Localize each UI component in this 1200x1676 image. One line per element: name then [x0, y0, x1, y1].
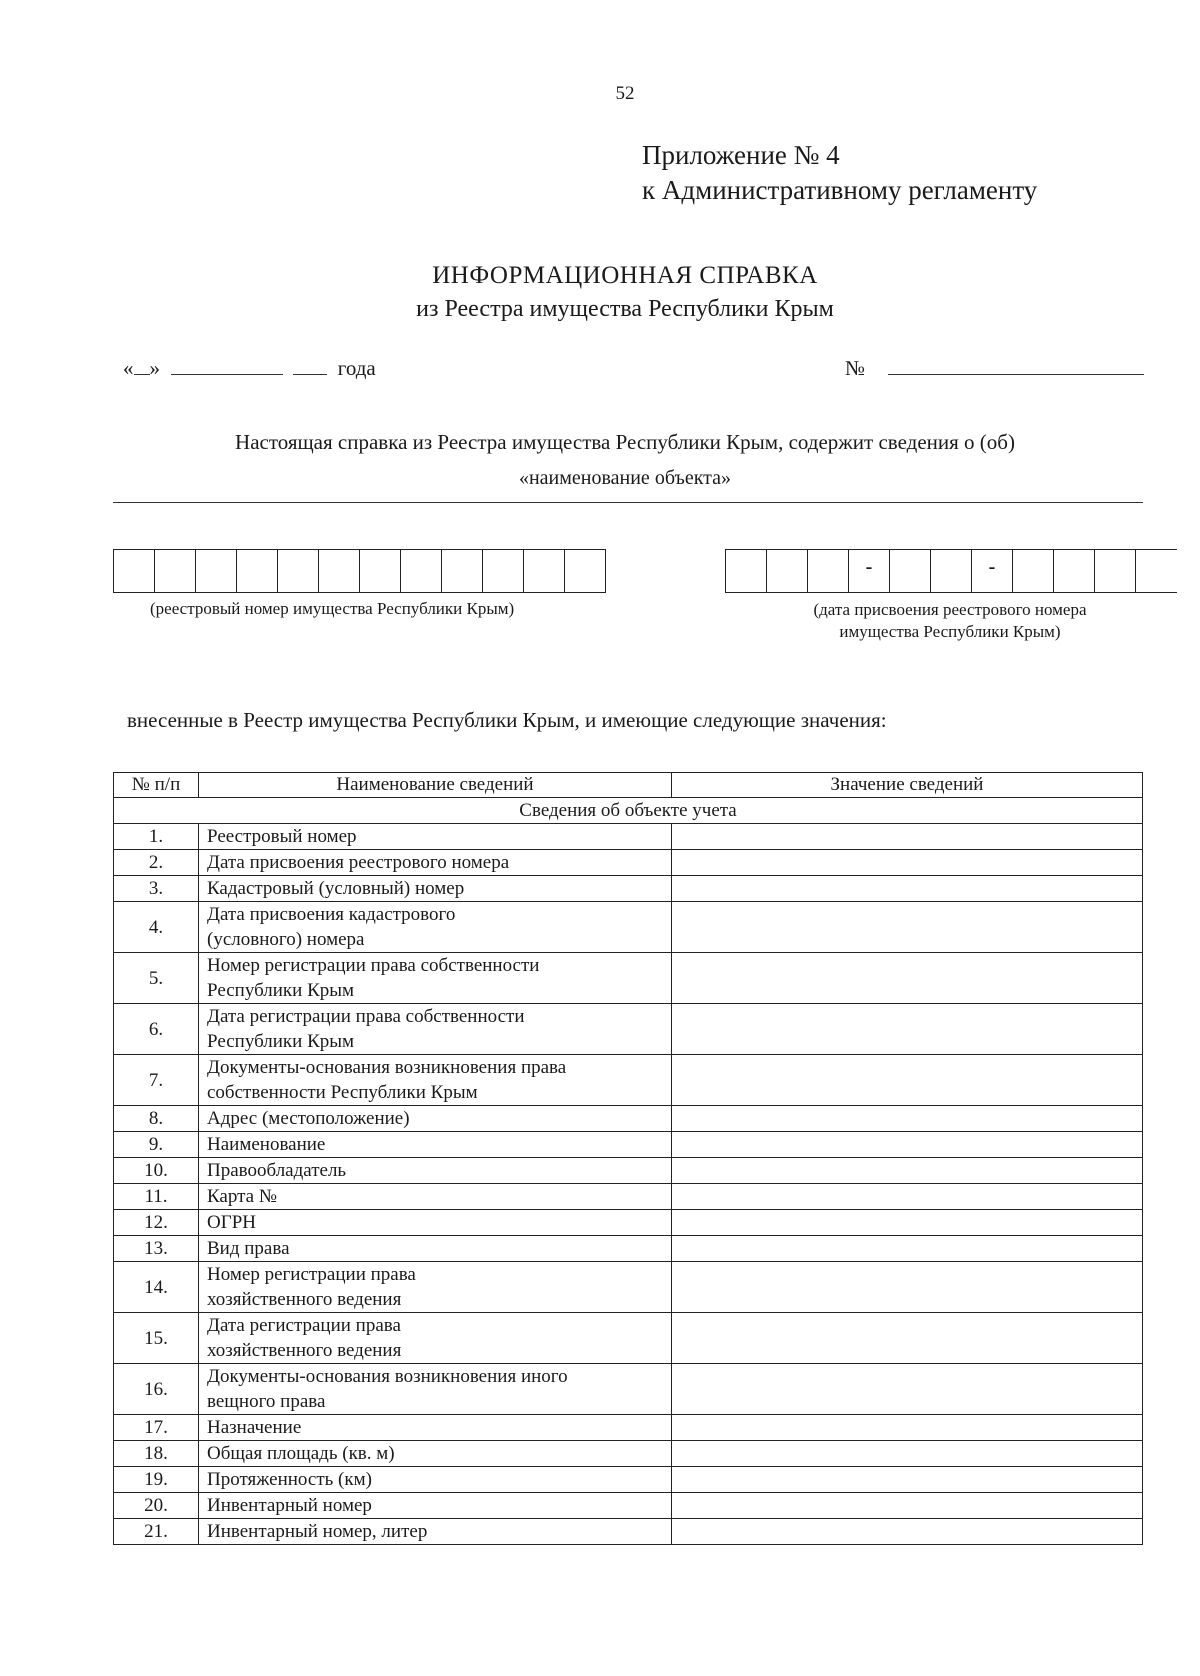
- year-blank: [293, 356, 327, 375]
- row-label: [199, 1441, 672, 1467]
- number-blank: [888, 356, 1144, 375]
- appendix-reference: [642, 138, 1037, 208]
- registry-number-caption: (реестровый номер имущества Республики Крым): [150, 599, 515, 618]
- registry-number-box[interactable]: [237, 549, 278, 593]
- row-label: [199, 1364, 672, 1415]
- row-label-line: Документы-основания возникновения иного: [207, 1366, 568, 1387]
- row-label-line: Реестровый номер: [207, 826, 357, 847]
- date-separator: -: [972, 549, 1013, 593]
- row-label: [199, 850, 672, 876]
- row-number: 18.: [114, 1441, 199, 1467]
- date-field: [123, 356, 376, 381]
- row-label-line: хозяйственного ведения: [207, 1289, 402, 1310]
- registry-number-box[interactable]: [360, 549, 401, 593]
- date-box[interactable]: [767, 549, 808, 593]
- row-value-field[interactable]: [672, 1184, 1143, 1210]
- date-box[interactable]: [726, 549, 767, 593]
- row-value-field[interactable]: [672, 1467, 1143, 1493]
- row-label: [199, 1132, 672, 1158]
- row-label: [199, 1158, 672, 1184]
- table-row: [114, 1415, 1143, 1441]
- row-number: 3.: [114, 876, 199, 902]
- table-row: [114, 1132, 1143, 1158]
- row-label: [199, 1493, 672, 1519]
- row-label-line: Протяженность (км): [207, 1469, 372, 1490]
- row-value-field[interactable]: [672, 1262, 1143, 1313]
- registry-number-box[interactable]: [483, 549, 524, 593]
- table-row: [114, 1262, 1143, 1313]
- section-row: [114, 798, 1143, 824]
- row-number: 2.: [114, 850, 199, 876]
- row-number: 15.: [114, 1313, 199, 1364]
- row-label-line: собственности Республики Крым: [207, 1082, 478, 1103]
- registry-number-box[interactable]: [401, 549, 442, 593]
- row-label: [199, 1106, 672, 1132]
- row-value-field[interactable]: [672, 824, 1143, 850]
- row-number: 1.: [114, 824, 199, 850]
- row-label-line: вещного права: [207, 1391, 326, 1412]
- row-number: 4.: [114, 902, 199, 953]
- header-name: Наименование сведений: [199, 773, 672, 798]
- row-number: 7.: [114, 1055, 199, 1106]
- table-row: [114, 1519, 1143, 1545]
- open-quote: «: [123, 356, 134, 380]
- table-row: [114, 1158, 1143, 1184]
- row-number: 6.: [114, 1004, 199, 1055]
- row-number: 16.: [114, 1364, 199, 1415]
- registry-date-caption-line-2: имущества Республики Крым): [839, 622, 1061, 641]
- row-value-field[interactable]: [672, 850, 1143, 876]
- date-box[interactable]: [1013, 549, 1054, 593]
- table-row: [114, 1210, 1143, 1236]
- registry-number-box[interactable]: [442, 549, 483, 593]
- row-label: [199, 1313, 672, 1364]
- number-field: [845, 356, 1144, 381]
- registry-number-box[interactable]: [278, 549, 319, 593]
- close-quote: »: [149, 356, 160, 380]
- table-row: [114, 902, 1143, 953]
- date-box[interactable]: [931, 549, 972, 593]
- table-row: [114, 1493, 1143, 1519]
- row-label: [199, 902, 672, 953]
- row-number: 14.: [114, 1262, 199, 1313]
- row-label: [199, 824, 672, 850]
- row-label: [199, 1210, 672, 1236]
- row-value-field[interactable]: [672, 1158, 1143, 1184]
- row-value-field[interactable]: [672, 1519, 1143, 1545]
- row-label: [199, 1519, 672, 1545]
- row-value-field[interactable]: [672, 953, 1143, 1004]
- appendix-line-1: Приложение № 4: [642, 140, 840, 170]
- row-value-field[interactable]: [672, 1493, 1143, 1519]
- row-label-line: Карта №: [207, 1186, 277, 1207]
- number-label: №: [845, 356, 866, 380]
- registry-date-caption-line-1: (дата присвоения реестрового номера: [813, 600, 1087, 619]
- row-label-line: Дата регистрации права собственности: [207, 1006, 525, 1027]
- table-row: [114, 1467, 1143, 1493]
- registry-number-box[interactable]: [155, 549, 196, 593]
- row-number: 21.: [114, 1519, 199, 1545]
- table-row: [114, 1236, 1143, 1262]
- row-label-line: Инвентарный номер, литер: [207, 1521, 428, 1542]
- row-label-line: Республики Крым: [207, 980, 355, 1001]
- row-label-line: ОГРН: [207, 1212, 256, 1233]
- row-label-line: Общая площадь (кв. м): [207, 1443, 395, 1464]
- intro-text: Настоящая справка из Реестра имущества Республики Крым, содержит сведения о (об): [235, 430, 1015, 454]
- object-name-rule: [113, 502, 1143, 503]
- month-blank: [171, 356, 283, 375]
- row-label-line: Дата регистрации права: [207, 1315, 401, 1336]
- row-label-line: Номер регистрации права: [207, 1264, 416, 1285]
- row-label: [199, 1055, 672, 1106]
- table-row: [114, 1364, 1143, 1415]
- registry-number-box[interactable]: [114, 549, 155, 593]
- date-box[interactable]: [808, 549, 849, 593]
- row-label-line: Адрес (местоположение): [207, 1108, 410, 1129]
- section-title: Сведения об объекте учета: [114, 798, 1143, 824]
- table-row: [114, 1184, 1143, 1210]
- table-row: [114, 1106, 1143, 1132]
- row-label: [199, 1236, 672, 1262]
- row-value-field[interactable]: [672, 1364, 1143, 1415]
- row-label-line: Документы-основания возникновения права: [207, 1057, 567, 1078]
- registry-number-box[interactable]: [319, 549, 360, 593]
- row-label-line: Дата присвоения реестрового номера: [207, 852, 510, 873]
- row-value-field[interactable]: [672, 1313, 1143, 1364]
- year-word: года: [337, 356, 376, 380]
- row-label: [199, 1004, 672, 1055]
- object-name-placeholder: «наименование объекта»: [518, 467, 732, 489]
- table-row: [114, 876, 1143, 902]
- row-label: [199, 1415, 672, 1441]
- row-value-field[interactable]: [672, 1415, 1143, 1441]
- registry-number-boxes: [113, 549, 606, 593]
- day-blank: [134, 356, 150, 375]
- registry-number-box[interactable]: [524, 549, 565, 593]
- row-label-line: Наименование: [207, 1134, 326, 1155]
- row-value-field[interactable]: [672, 1236, 1143, 1262]
- registry-number-box[interactable]: [565, 549, 606, 593]
- row-label: [199, 1467, 672, 1493]
- row-value-field[interactable]: [672, 1106, 1143, 1132]
- row-label-line: Дата присвоения кадастрового: [207, 904, 456, 925]
- row-number: 12.: [114, 1210, 199, 1236]
- row-value-field[interactable]: [672, 1441, 1143, 1467]
- row-label-line: (условного) номера: [207, 929, 365, 950]
- row-value-field[interactable]: [672, 876, 1143, 902]
- document-subtitle: из Реестра имущества Республики Крым: [416, 296, 834, 322]
- row-label-line: Республики Крым: [207, 1031, 355, 1052]
- row-number: 19.: [114, 1467, 199, 1493]
- appendix-line-2: к Административному регламенту: [642, 175, 1038, 205]
- table-row: [114, 1055, 1143, 1106]
- row-number: 11.: [114, 1184, 199, 1210]
- row-label-line: Номер регистрации права собственности: [207, 955, 540, 976]
- row-label: [199, 953, 672, 1004]
- table-row: [114, 1313, 1143, 1364]
- entered-values-text: внесенные в Реестр имущества Республики Крым, и имеющие следующие значения:: [127, 708, 887, 732]
- registry-date-caption: [740, 599, 1160, 643]
- row-number: 17.: [114, 1415, 199, 1441]
- row-number: 10.: [114, 1158, 199, 1184]
- table-row: [114, 1004, 1143, 1055]
- table-header-row: [114, 773, 1143, 798]
- row-label-line: Вид права: [207, 1238, 290, 1259]
- date-box[interactable]: [890, 549, 931, 593]
- row-value-field[interactable]: [672, 1055, 1143, 1106]
- registry-date-boxes: [725, 549, 1177, 593]
- row-label: [199, 876, 672, 902]
- registry-number-box[interactable]: [196, 549, 237, 593]
- row-value-field[interactable]: [672, 1004, 1143, 1055]
- row-label-line: Инвентарный номер: [207, 1495, 372, 1516]
- row-value-field[interactable]: [672, 1210, 1143, 1236]
- table-row: [114, 1441, 1143, 1467]
- table-row: [114, 824, 1143, 850]
- table-row: [114, 850, 1143, 876]
- date-box[interactable]: [1054, 549, 1095, 593]
- information-table: [113, 772, 1143, 1545]
- row-number: 5.: [114, 953, 199, 1004]
- row-label-line: Правообладатель: [207, 1160, 347, 1181]
- document-title: ИНФОРМАЦИОННАЯ СПРАВКА: [432, 262, 818, 289]
- date-box[interactable]: [1136, 549, 1177, 593]
- date-box[interactable]: [1095, 549, 1136, 593]
- row-number: 13.: [114, 1236, 199, 1262]
- row-number: 9.: [114, 1132, 199, 1158]
- header-value: Значение сведений: [672, 773, 1143, 798]
- page-number: 52: [615, 83, 635, 104]
- row-label-line: Кадастровый (условный) номер: [207, 878, 465, 899]
- row-number: 20.: [114, 1493, 199, 1519]
- date-separator: -: [849, 549, 890, 593]
- header-number: № п/п: [114, 773, 199, 798]
- row-label-line: Назначение: [207, 1417, 302, 1438]
- row-label: [199, 1262, 672, 1313]
- table-row: [114, 953, 1143, 1004]
- row-number: 8.: [114, 1106, 199, 1132]
- row-label: [199, 1184, 672, 1210]
- row-value-field[interactable]: [672, 1132, 1143, 1158]
- row-value-field[interactable]: [672, 902, 1143, 953]
- row-label-line: хозяйственного ведения: [207, 1340, 402, 1361]
